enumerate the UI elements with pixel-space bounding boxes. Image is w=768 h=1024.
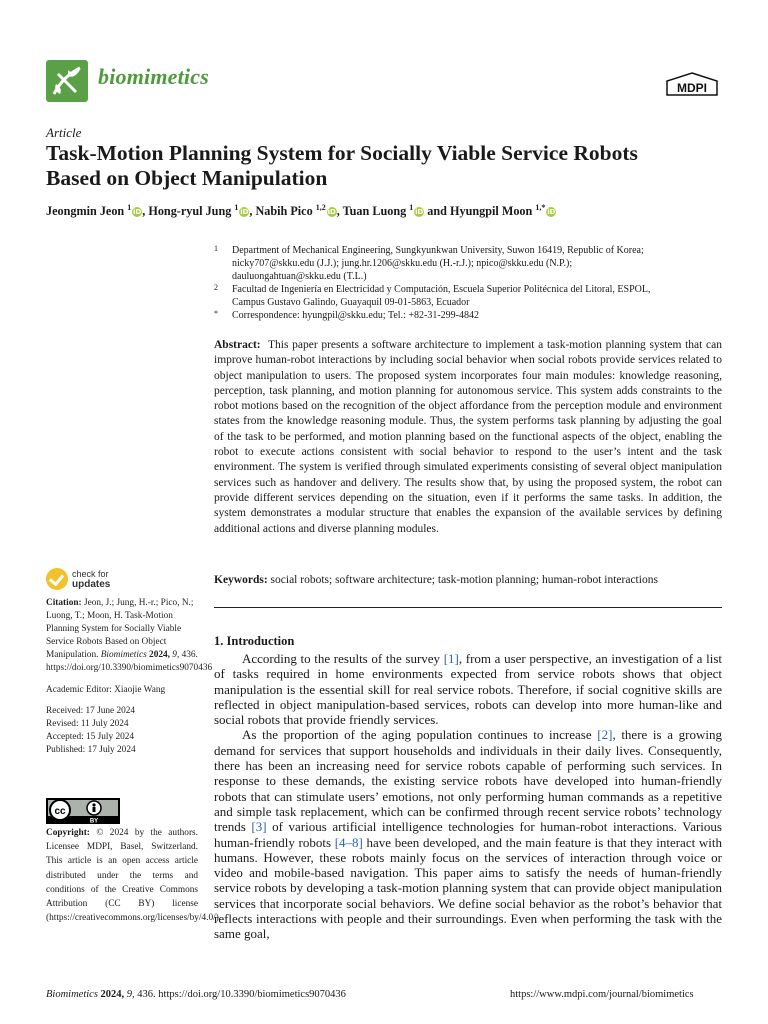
text-run: As the proportion of the aging population continues to increase xyxy=(242,727,598,743)
author-affiliation-mark: 1,2 xyxy=(315,203,326,212)
affiliation-mark: 2 xyxy=(214,283,218,292)
paragraph-2 xyxy=(214,727,722,941)
orcid-icon[interactable]: iD xyxy=(240,208,249,217)
author-name[interactable]: Hyungpil Moon xyxy=(450,204,533,219)
date-published: Published: 17 July 2024 xyxy=(46,744,136,755)
footer-volume: 9, xyxy=(126,989,135,1000)
citation-text: Jeon, J.; Jung, H.-r.; Pico, N.; Luong, T.; Moon, H. Task-Motion Planning System for Socially Viable Service Robots Based on Object Manipulation. xyxy=(46,598,194,661)
abstract-text: This paper presents a software architecture to implement a task-motion planning system that can improve human-robot interactions by including social behavior when social robots provide services related to object manipulation to users. The proposed system incorporates four main modules: knowledge reasoning, perception, task planning, and motion planning for autonomous service. This system adds constraints to the robot motions based on the recognition of the object affordance from the perception module and environment states from the knowledge reasoning module. Thus, the system performs task planning by adjusting the goal of the task to be performed, and motion planning based on the functional aspects of the object, enabling the robot to execute actions consistent with social behavior to respond to the user’s intent and the task environment. The system is verified through simulated experiments consisting of several object manipulation services such as handover and delivery. The results show that, by using the proposed system, the robot can provide different services depending on the situation, even if it performs the same tasks. In addition, the system demonstrates a modular structure that enables the expansion of the available services by defining additional actions and diverse planning modules. xyxy=(214,339,722,535)
citation-doi[interactable]: 436. https://doi.org/10.3390/biomimetics9070436 xyxy=(46,650,213,674)
affiliation-line[interactable]: dauluongahtuan@skku.edu (T.L.) xyxy=(232,271,367,282)
affiliation-2 xyxy=(214,283,724,309)
author-affiliation-mark: 1 xyxy=(234,203,239,212)
text-run: , there is a growing demand for services that support households and individuals in their daily lives. Consequently, there has been an increasing need for service robots capable of performing such services. In response to these demands, the existing service robots have developed into human-friendly robots that can stimulate users’ emotions, not only performing human commands as a repetitive and simple task replacement, which can be confirmed through recent service robots’ technology trends xyxy=(214,727,722,835)
check-line-2: updates xyxy=(72,579,111,590)
affiliation-line[interactable]: nicky707@skku.edu (J.J.); jung.hr.1206@skku.edu (H.-r.J.); npico@skku.edu (N.P.); xyxy=(232,258,573,269)
cc-label: cc xyxy=(54,806,66,817)
author-name[interactable]: Hong-ryul Jung xyxy=(148,204,232,219)
author-name[interactable]: Tuan Luong xyxy=(342,204,407,219)
citation-link[interactable]: [3] xyxy=(251,819,267,835)
text-run: According to the results of the survey xyxy=(242,651,444,666)
article-type: Article xyxy=(46,125,82,140)
journal-logo xyxy=(46,60,88,102)
check-for-updates-button[interactable] xyxy=(46,568,146,592)
footer-citation xyxy=(46,989,346,1000)
author-list xyxy=(46,203,556,219)
citation-label: Citation: xyxy=(46,598,82,608)
date-revised: Revised: 11 July 2024 xyxy=(46,718,129,729)
citation-link[interactable]: [1] xyxy=(443,651,459,666)
by-label: BY xyxy=(89,818,99,824)
journal-name: biomimetics xyxy=(98,64,209,89)
mdpi-logo-text: MDPI xyxy=(677,81,707,95)
copyright-notice xyxy=(46,826,222,925)
affiliations xyxy=(214,244,724,322)
separator: and xyxy=(424,204,450,219)
separator: , xyxy=(336,204,343,219)
academic-editor: Academic Editor: Xiaojie Wang xyxy=(46,684,166,695)
separator: , xyxy=(142,204,149,219)
check-line-1: check for xyxy=(72,569,109,579)
author-affiliation-mark: 1 xyxy=(409,203,414,212)
introduction-body xyxy=(214,651,722,942)
affiliation-line: Department of Mechanical Engineering, Sungkyunkwan University, Suwon 16419, Republic of Korea; xyxy=(232,245,644,256)
text-run: have been developed, and the main feature is that they interact with humans. However, these robots mainly focus on the services of interaction through voice or video and mobile-based navigation. This paper aims to satisfy the needs of human-friendly service robots by developing a task-motion planning system that can provide object manipulation services that incorporate social behaviors. We define social behavior as the robot’s behavior that reflects interactions with people and their surroundings. Even when performing the task with the same goal, xyxy=(214,834,722,942)
mdpi-logo xyxy=(666,72,718,96)
correspondence xyxy=(214,309,724,322)
orcid-icon[interactable]: iD xyxy=(415,208,424,217)
title-line-1: Task-Motion Planning System for Socially Viable Service Robots xyxy=(46,141,638,165)
citation-volume: 9, xyxy=(172,650,180,661)
affiliation-mark: 1 xyxy=(214,244,218,253)
biomimetics-logo-icon xyxy=(46,60,88,102)
text-run: , from a user perspective, an investigation of a list of tasks required in home environments expected from service robots shows that object manipulation is the essential skill for real service robots. Therefore, if social cognitive skills are reflected in object manipulation-based services, robots can develop into more human-like and social robots that provide friendly services. xyxy=(214,651,722,728)
keywords-text: social robots; software architecture; task-motion planning; human-robot interactions xyxy=(270,574,658,586)
copyright-label: Copyright: xyxy=(46,828,90,838)
sidebar xyxy=(46,597,213,757)
affiliation-line: Campus Gustavo Galindo, Guayaquil 09-01-5863, Ecuador xyxy=(232,297,470,308)
footer-journal-url[interactable]: https://www.mdpi.com/journal/biomimetics xyxy=(510,989,694,1000)
orcid-icon[interactable]: iD xyxy=(327,208,336,217)
affiliation-mark: * xyxy=(214,309,218,318)
divider xyxy=(214,607,722,608)
footer-doi[interactable]: 436. https://doi.org/10.3390/biomimetics9070436 xyxy=(137,989,346,1000)
affiliation-1 xyxy=(214,244,724,283)
text-run: of various artificial intelligence technologies for human-robot interactions. Various human-friendly robots xyxy=(214,819,722,850)
abstract-label: Abstract: xyxy=(214,339,261,351)
citation-link[interactable]: [4–8] xyxy=(334,834,363,850)
affiliation-line: Facultad de Ingeniería en Electricidad y Computación, Escuela Superior Politécnica del Litoral, ESPOL, xyxy=(232,284,651,295)
citation-link[interactable]: [2] xyxy=(597,727,613,743)
cc-by-license-badge[interactable] xyxy=(46,798,120,824)
author-name[interactable]: Jeongmin Jeon xyxy=(46,204,125,219)
correspondence-line[interactable]: Correspondence: hyungpil@skku.edu; Tel.: +82-31-299-4842 xyxy=(232,310,479,321)
footer-journal: Biomimetics xyxy=(46,989,98,1000)
orcid-icon[interactable]: iD xyxy=(133,208,142,217)
check-icon xyxy=(46,568,68,590)
date-accepted: Accepted: 15 July 2024 xyxy=(46,731,135,742)
paragraph-1 xyxy=(214,651,722,727)
citation-journal: Biomimetics xyxy=(100,650,147,661)
abstract xyxy=(214,338,722,537)
author-affiliation-mark: 1,* xyxy=(535,203,546,212)
citation-year: 2024, xyxy=(149,650,170,661)
title-line-2: Based on Object Manipulation xyxy=(46,166,328,190)
section-heading: 1. Introduction xyxy=(214,634,295,648)
footer-year: 2024, xyxy=(100,989,125,1000)
separator: , xyxy=(249,204,256,219)
copyright-text: © 2024 by the authors. Licensee MDPI, Basel, Switzerland. This article is an open access article distributed under the terms and conditions of the Creative Commons Attribution (CC BY) license (https://creativecommons.org/licenses/by/4.0/). xyxy=(46,828,222,924)
author-name[interactable]: Nabih Pico xyxy=(255,204,313,219)
dates xyxy=(46,705,198,757)
keywords-label: Keywords: xyxy=(214,574,268,586)
article-title xyxy=(46,141,736,191)
citation xyxy=(46,597,213,676)
date-received: Received: 17 June 2024 xyxy=(46,705,136,716)
author-affiliation-mark: 1 xyxy=(127,203,132,212)
orcid-icon[interactable]: iD xyxy=(547,208,556,217)
check-for-updates-label xyxy=(72,569,110,590)
keywords xyxy=(214,574,722,586)
